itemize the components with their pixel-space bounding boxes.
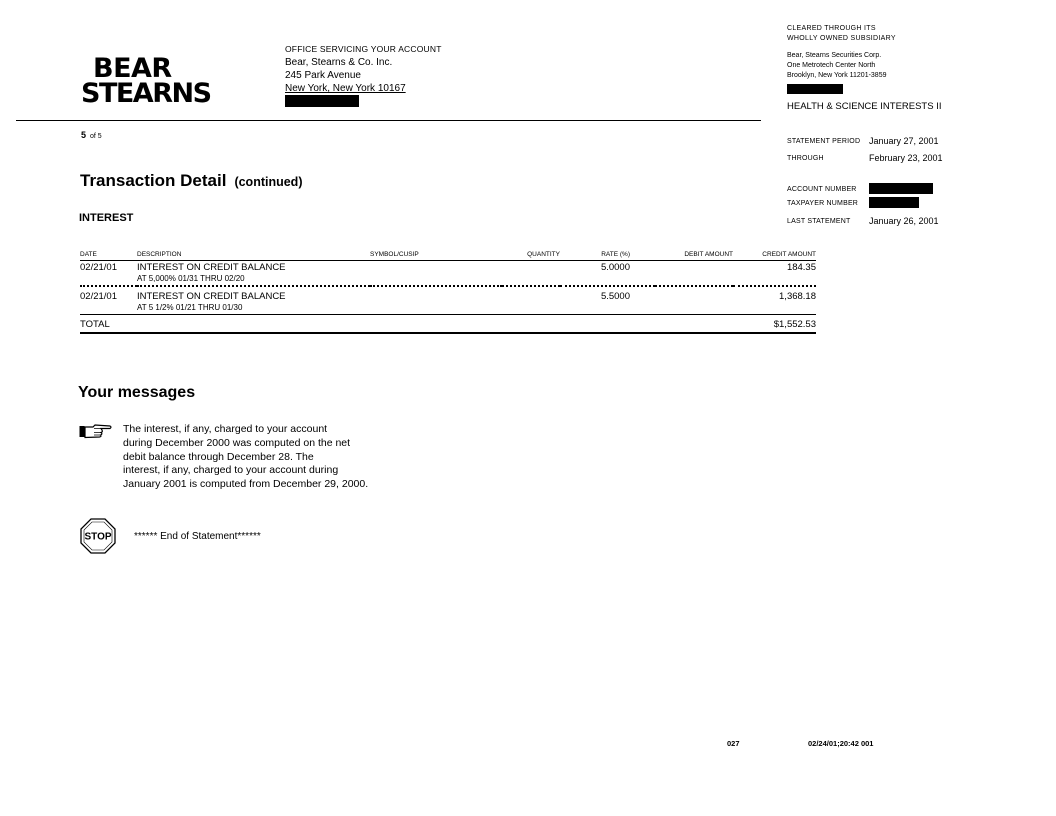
message-line: during December 2000 was computed on the net bbox=[123, 436, 351, 449]
clearing-city: Brooklyn, New York 11201-3859 bbox=[787, 72, 887, 79]
header-divider bbox=[16, 120, 761, 121]
footer-code: 027 bbox=[727, 739, 740, 748]
account-number-redaction bbox=[869, 183, 933, 194]
clearing-name: Bear, Stearns Securities Corp. bbox=[787, 52, 882, 59]
title-main: Transaction Detail bbox=[80, 171, 227, 190]
clearing-line-1: CLEARED THROUGH ITS bbox=[787, 25, 876, 32]
col-description: DESCRIPTION bbox=[137, 250, 370, 261]
row-date: 02/21/01 bbox=[80, 261, 137, 287]
taxpayer-number-label: TAXPAYER NUMBER bbox=[787, 200, 859, 207]
statement-period-value: January 27, 2001 bbox=[869, 136, 939, 146]
page-number: 5 bbox=[81, 130, 87, 140]
statement-period-label: STATEMENT PERIOD bbox=[787, 138, 861, 145]
message-line: January 2001 is computed from December 29, 2000. bbox=[123, 478, 369, 491]
through-value: February 23, 2001 bbox=[869, 153, 943, 163]
title-suffix: (continued) bbox=[234, 175, 303, 189]
table-row bbox=[80, 261, 816, 287]
messages-heading: Your messages bbox=[78, 384, 196, 401]
transaction-table bbox=[80, 250, 816, 334]
pointing-hand-icon bbox=[79, 424, 113, 440]
last-statement-label: LAST STATEMENT bbox=[787, 218, 851, 225]
footer-timestamp: 02/24/01;20:42 001 bbox=[808, 739, 874, 748]
row-date: 02/21/01 bbox=[80, 286, 137, 315]
row-quantity bbox=[502, 261, 560, 287]
page-title bbox=[80, 171, 302, 191]
row-description-text: INTEREST ON CREDIT BALANCE bbox=[137, 291, 286, 302]
clearing-address bbox=[787, 51, 887, 94]
office-header: OFFICE SERVICING YOUR ACCOUNT bbox=[285, 44, 442, 54]
bear-stearns-logo bbox=[81, 53, 211, 109]
clearing-notice bbox=[787, 24, 896, 44]
row-description-text: INTEREST ON CREDIT BALANCE bbox=[137, 262, 286, 273]
redaction-box bbox=[787, 84, 843, 94]
row-detail: AT 5 1/2% 01/21 THRU 01/30 bbox=[137, 303, 243, 312]
row-description bbox=[137, 286, 370, 315]
row-rate: 5.5000 bbox=[560, 286, 655, 315]
message-body bbox=[123, 423, 423, 492]
table-row bbox=[80, 286, 816, 315]
message-line: debit balance through December 28. The bbox=[123, 450, 314, 463]
total-value: $1,552.53 bbox=[733, 315, 816, 334]
stop-sign-icon bbox=[80, 518, 116, 554]
col-date: DATE bbox=[80, 250, 137, 261]
redaction-box bbox=[285, 95, 359, 107]
section-heading: INTEREST bbox=[79, 212, 134, 224]
clearing-street: One Metrotech Center North bbox=[787, 62, 876, 69]
col-debit: DEBIT AMOUNT bbox=[655, 250, 733, 261]
office-street: 245 Park Avenue bbox=[285, 70, 361, 81]
page-indicator bbox=[81, 130, 102, 140]
row-symbol bbox=[370, 261, 502, 287]
message-line: interest, if any, charged to your account during bbox=[123, 464, 339, 477]
account-name: HEALTH & SCIENCE INTERESTS II bbox=[787, 101, 942, 112]
message-line: The interest, if any, charged to your account bbox=[123, 423, 328, 435]
logo-line-1: BEAR bbox=[93, 53, 172, 84]
row-quantity bbox=[502, 286, 560, 315]
row-debit bbox=[655, 286, 733, 315]
col-rate: RATE (%) bbox=[560, 250, 655, 261]
row-symbol bbox=[370, 286, 502, 315]
col-credit: CREDIT AMOUNT bbox=[733, 250, 816, 261]
last-statement-value: January 26, 2001 bbox=[869, 216, 939, 226]
page-total: of 5 bbox=[90, 133, 102, 140]
row-credit: 184.35 bbox=[733, 261, 816, 287]
row-credit: 1,368.18 bbox=[733, 286, 816, 315]
row-debit bbox=[655, 261, 733, 287]
office-address-block bbox=[285, 43, 442, 107]
account-number-label: ACCOUNT NUMBER bbox=[787, 186, 857, 193]
taxpayer-number-redaction bbox=[869, 197, 919, 208]
office-city: New York, New York 10167 bbox=[285, 83, 406, 94]
table-header-row bbox=[80, 250, 816, 261]
table-total-row bbox=[80, 315, 816, 334]
row-description bbox=[137, 261, 370, 287]
logo-line-2: STEARNS bbox=[81, 78, 211, 109]
office-name: Bear, Stearns & Co. Inc. bbox=[285, 57, 393, 68]
col-symbol: SYMBOL/CUSIP bbox=[370, 250, 502, 261]
end-of-statement: ****** End of Statement****** bbox=[134, 531, 261, 542]
col-quantity: QUANTITY bbox=[502, 250, 560, 261]
row-detail: AT 5,000% 01/31 THRU 02/20 bbox=[137, 274, 245, 283]
clearing-line-2: WHOLLY OWNED SUBSIDIARY bbox=[787, 35, 896, 42]
row-rate: 5.0000 bbox=[560, 261, 655, 287]
total-label: TOTAL bbox=[80, 315, 733, 334]
through-label: THROUGH bbox=[787, 155, 824, 162]
stop-label: STOP bbox=[84, 531, 112, 543]
